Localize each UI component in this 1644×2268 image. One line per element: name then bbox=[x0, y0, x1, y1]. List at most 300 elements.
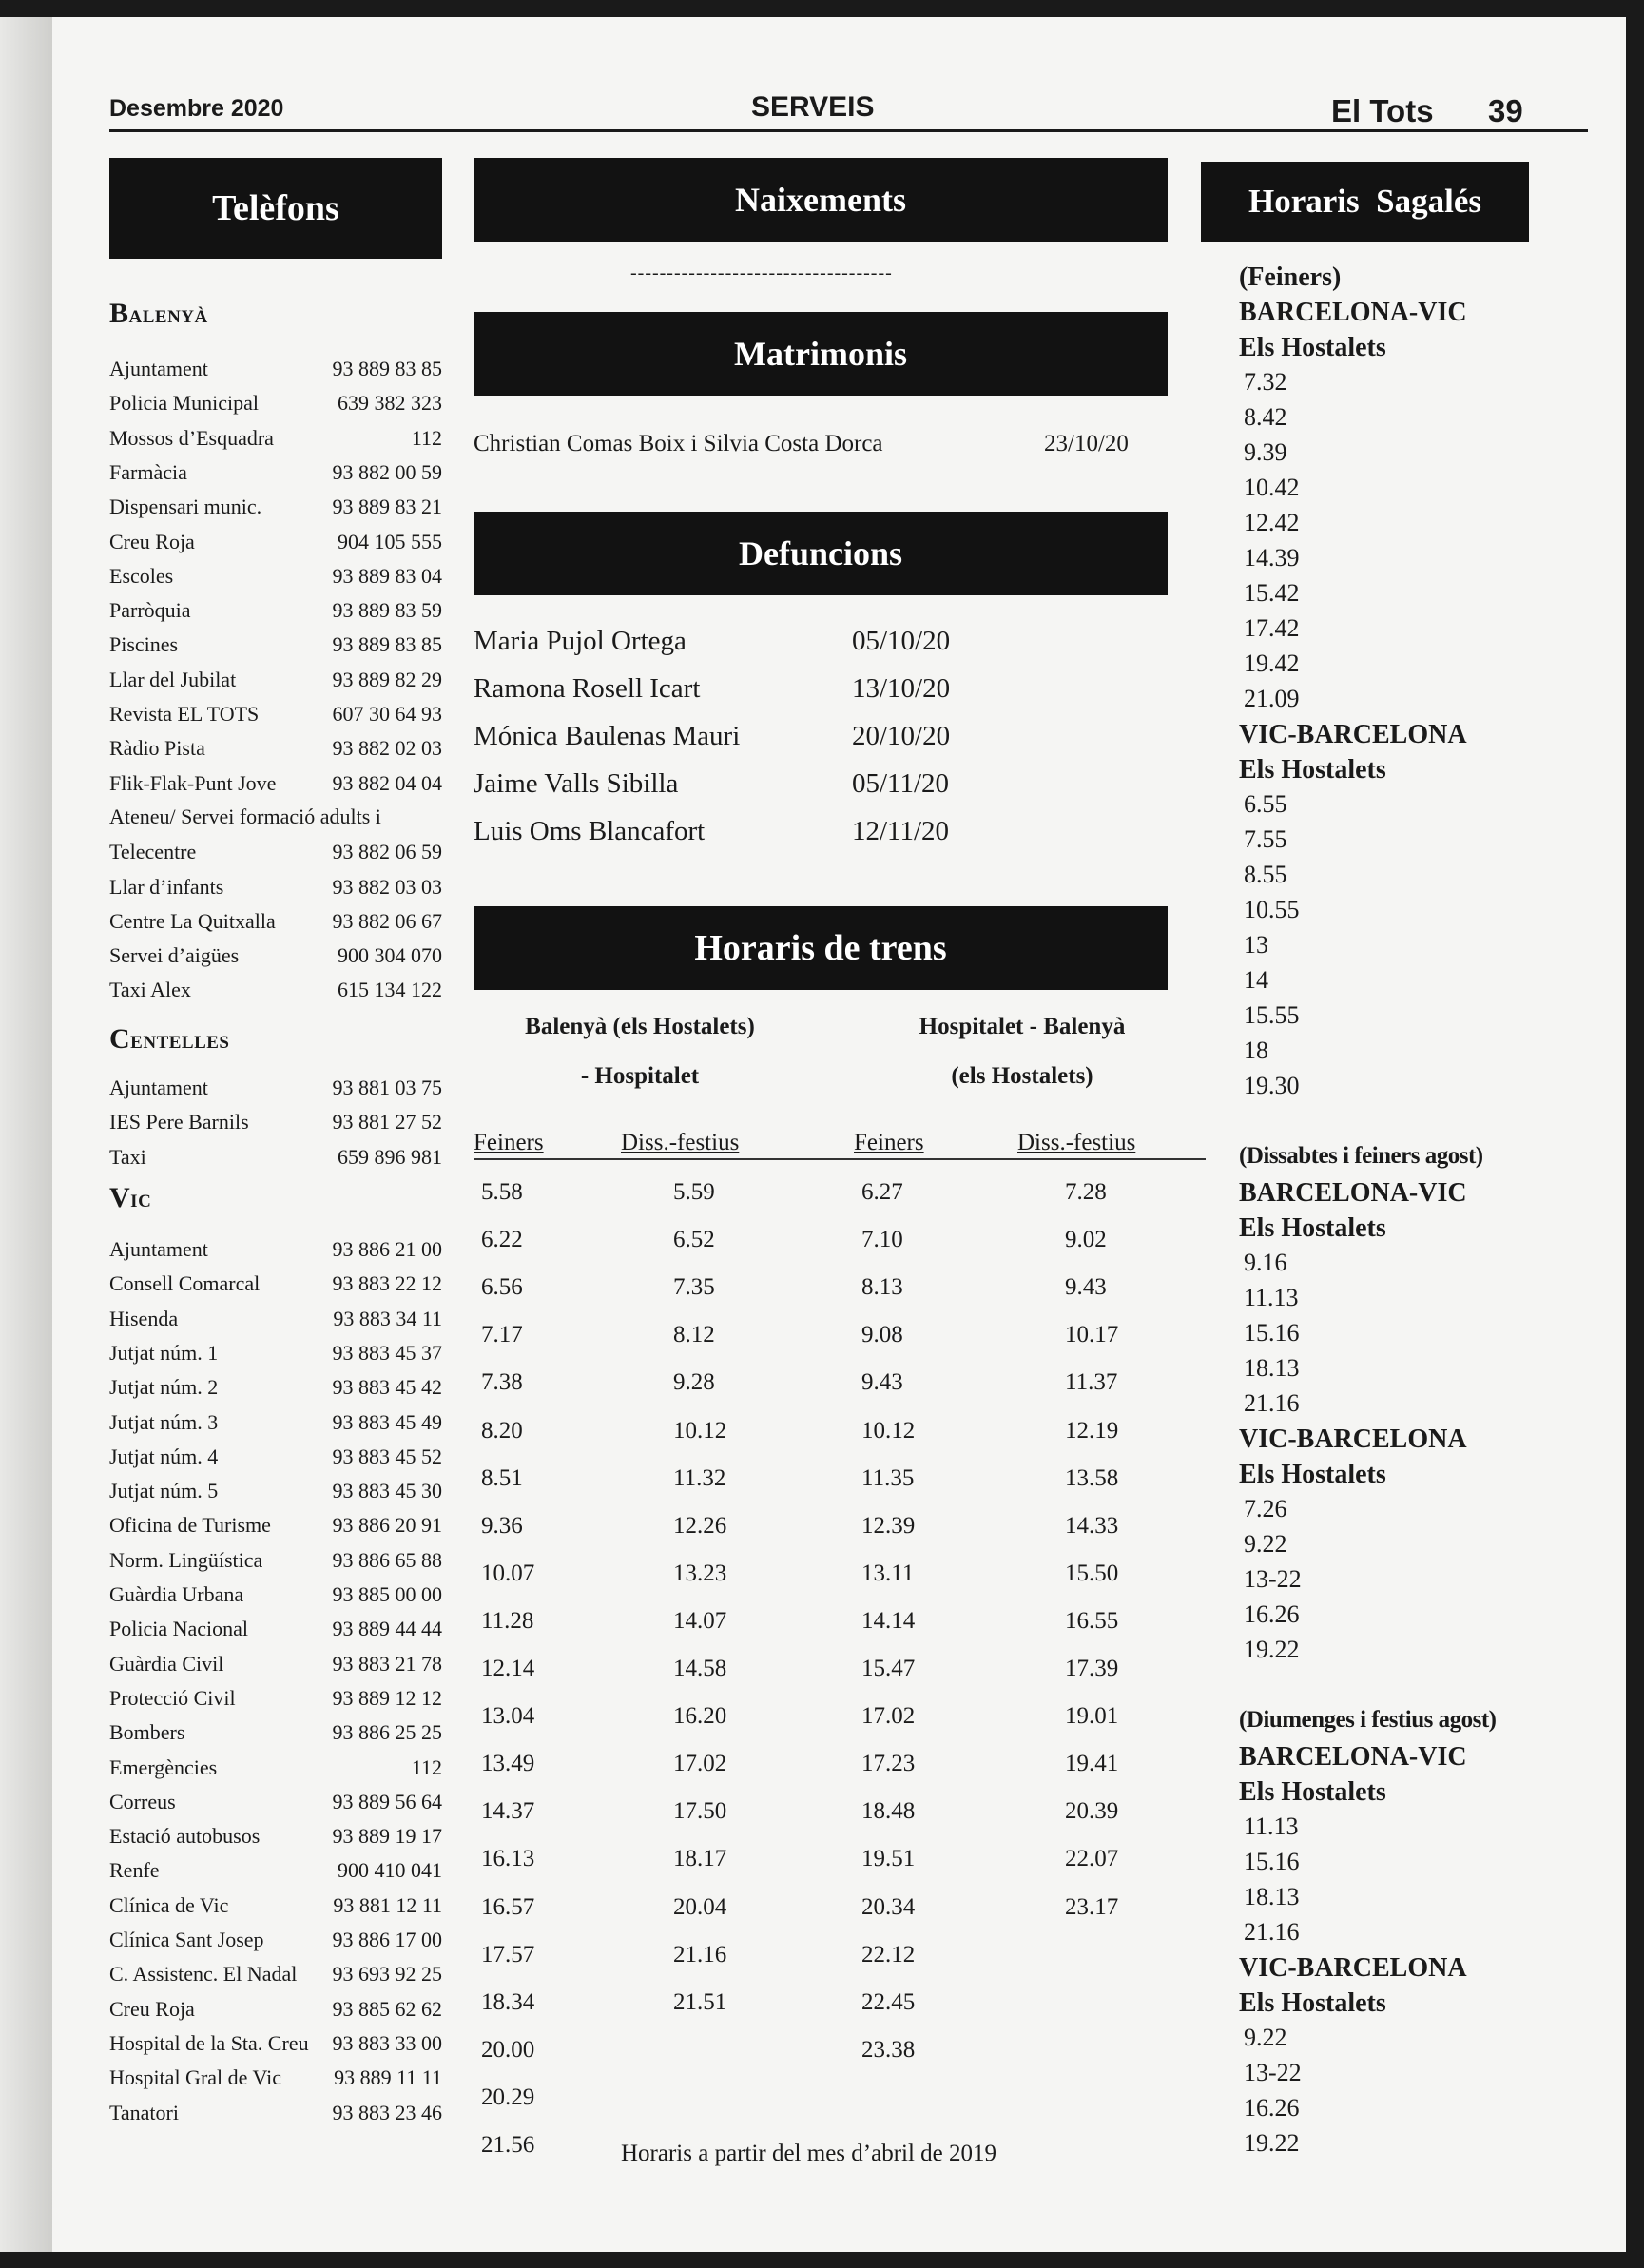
phone-entry-label: Revista EL TOTS bbox=[109, 702, 260, 726]
departure-time: 15.55 bbox=[1244, 1001, 1300, 1029]
departure-time: 17.23 bbox=[861, 1751, 916, 1777]
phone-entry-number: 93 889 83 59 bbox=[332, 598, 442, 623]
phone-entry-label: Bombers bbox=[109, 1720, 185, 1745]
header-rule bbox=[109, 129, 1588, 132]
departure-time: 22.07 bbox=[1065, 1846, 1119, 1872]
phone-entry bbox=[109, 2061, 442, 2095]
phone-entry-label: Jutjat núm. 2 bbox=[109, 1375, 219, 1400]
telefons-heading bbox=[109, 158, 442, 259]
phone-entry-label: Renfe bbox=[109, 1858, 160, 1883]
departure-time: 7.55 bbox=[1244, 825, 1287, 853]
phone-entry-label: Ateneu/ Servei formació adults i bbox=[109, 804, 381, 828]
departure-time: 17.57 bbox=[481, 1941, 535, 1968]
departure-time: 16.55 bbox=[1065, 1607, 1119, 1634]
departure-time: 7.35 bbox=[673, 1274, 715, 1301]
departure-time: 17.02 bbox=[861, 1703, 916, 1730]
phone-entry bbox=[109, 421, 442, 456]
departure-time: 19.30 bbox=[1244, 1072, 1300, 1099]
phone-entry-number: 900 410 041 bbox=[338, 1858, 442, 1883]
phone-entry-number: 93 883 21 78 bbox=[332, 1651, 442, 1676]
departure-time: 7.32 bbox=[1244, 368, 1287, 396]
departure-time: 7.28 bbox=[1065, 1179, 1107, 1205]
phone-entry-number: 93 883 33 00 bbox=[332, 2030, 442, 2055]
phone-entry-number: 112 bbox=[411, 1754, 442, 1779]
phone-entry-number: 93 882 06 59 bbox=[332, 840, 442, 864]
phone-entry-label: Correus bbox=[109, 1789, 176, 1813]
phone-entry-label: Clínica Sant Josep bbox=[109, 1928, 264, 1951]
phone-entry-number: 93 889 82 29 bbox=[332, 667, 442, 691]
trens-footnote: Horaris a partir del mes d’abril de 2019 bbox=[621, 2141, 997, 2166]
phone-entry-label: Ajuntament bbox=[109, 357, 208, 380]
departure-time: 16.20 bbox=[673, 1703, 727, 1730]
phone-entry-label: Piscines bbox=[109, 632, 179, 657]
phone-entry-label: Hospital de la Sta. Creu bbox=[109, 2030, 309, 2055]
naixements-separator: ------------------------------------ bbox=[630, 262, 893, 283]
departure-time: 8.51 bbox=[481, 1464, 523, 1491]
phone-entry-label: Estació autobusos bbox=[109, 1824, 261, 1849]
phone-entry bbox=[109, 1232, 442, 1267]
departure-time: 10.55 bbox=[1244, 896, 1300, 923]
departure-time: 17.39 bbox=[1065, 1656, 1119, 1681]
departure-time: 6.55 bbox=[1244, 790, 1287, 818]
phone-entry bbox=[109, 1647, 442, 1681]
phone-entry-number: 93 885 00 00 bbox=[332, 1582, 442, 1606]
phone-entry bbox=[109, 490, 442, 524]
phone-entry bbox=[109, 1543, 442, 1578]
departure-time: 12.14 bbox=[481, 1656, 535, 1681]
phone-entry-label: Jutjat núm. 5 bbox=[109, 1479, 219, 1503]
departure-time: 20.34 bbox=[861, 1893, 916, 1920]
departure-time: 10.12 bbox=[861, 1417, 916, 1444]
departure-time: 15.47 bbox=[861, 1656, 916, 1681]
phone-entry-label: Policia Nacional bbox=[109, 1617, 249, 1641]
phone-entry bbox=[109, 628, 442, 662]
phone-entry-number: 93 883 45 49 bbox=[332, 1409, 442, 1434]
phone-entry-number: 93 886 65 88 bbox=[332, 1547, 442, 1572]
matrimonis-heading bbox=[474, 312, 1168, 396]
departure-time: 9.22 bbox=[1244, 2024, 1287, 2051]
defuncio-name: Maria Pujol Ortega bbox=[474, 626, 687, 656]
schedule-heading: (Dissabtes i feiners agost) bbox=[1239, 1143, 1483, 1169]
departure-time: 8.20 bbox=[481, 1417, 523, 1444]
departure-time: 21.56 bbox=[481, 2132, 535, 2158]
phone-entry-label: Jutjat núm. 4 bbox=[109, 1444, 219, 1468]
schedule-heading: Els Hostalets bbox=[1239, 1988, 1386, 2018]
phone-entry bbox=[109, 1751, 442, 1785]
defuncio-date: 05/10/20 bbox=[852, 626, 951, 656]
departure-time: 12.39 bbox=[861, 1512, 916, 1539]
departure-time: 17.02 bbox=[673, 1751, 727, 1777]
departure-time: 21.16 bbox=[673, 1941, 727, 1968]
timetable-header-rule bbox=[474, 1158, 1206, 1160]
departure-time: 14.37 bbox=[481, 1798, 535, 1825]
publication-name: El Tots bbox=[1331, 93, 1434, 128]
departure-time: 10.42 bbox=[1244, 474, 1300, 501]
departure-time: 13-22 bbox=[1244, 1565, 1302, 1593]
departure-time: 8.42 bbox=[1244, 403, 1287, 431]
phone-entry-label: Ajuntament bbox=[109, 1237, 208, 1261]
phone-entry-label: Policia Municipal bbox=[109, 391, 260, 416]
phone-entry-number: 93 883 34 11 bbox=[333, 1306, 442, 1330]
departure-time: 11.37 bbox=[1065, 1369, 1118, 1396]
phone-entry-number: 93 886 20 91 bbox=[332, 1513, 442, 1538]
section-title: SERVEIS bbox=[751, 91, 875, 123]
phone-entry-label: Creu Roja bbox=[109, 529, 195, 553]
phone-entry-label: Oficina de Turisme bbox=[109, 1513, 271, 1538]
town-heading: Centelles bbox=[109, 1023, 230, 1055]
departure-time: 15.16 bbox=[1244, 1848, 1300, 1875]
departure-time: 10.17 bbox=[1065, 1322, 1119, 1348]
matrimoni-date: 23/10/20 bbox=[1044, 431, 1129, 456]
naixements-heading bbox=[474, 158, 1168, 242]
departure-time: 7.17 bbox=[481, 1322, 523, 1348]
defuncio-date: 13/10/20 bbox=[852, 673, 951, 704]
phone-entry-label: Ajuntament bbox=[109, 1076, 208, 1099]
matrimoni-entry bbox=[474, 431, 1168, 469]
phone-entry-label: Parròquia bbox=[109, 598, 191, 623]
phone-entry bbox=[109, 766, 442, 801]
departure-time: 10.12 bbox=[673, 1417, 727, 1444]
departure-time: 6.27 bbox=[861, 1179, 903, 1205]
defuncions-heading bbox=[474, 512, 1168, 595]
departure-time: 5.59 bbox=[673, 1179, 715, 1205]
phone-entry-number: 639 382 323 bbox=[338, 391, 442, 416]
phone-entry-label: Escoles bbox=[109, 563, 174, 588]
phone-entry-number: 93 881 03 75 bbox=[332, 1076, 442, 1099]
departure-time: 8.13 bbox=[861, 1274, 903, 1301]
departure-time: 11.13 bbox=[1244, 1812, 1299, 1840]
phone-entry bbox=[109, 1140, 442, 1174]
departure-time: 17.42 bbox=[1244, 614, 1300, 642]
phone-entry-label: Guàrdia Urbana bbox=[109, 1582, 244, 1606]
phone-entry-label: Servei d’aigües bbox=[109, 943, 240, 968]
issue-date: Desembre 2020 bbox=[109, 95, 284, 122]
phone-entry bbox=[109, 939, 442, 973]
departure-time: 12.19 bbox=[1065, 1417, 1119, 1444]
phone-entry bbox=[109, 2096, 442, 2130]
phone-entry-label: Flik-Flak-Punt Jove bbox=[109, 770, 277, 795]
departure-time: 7.10 bbox=[861, 1227, 903, 1253]
departure-time: 16.26 bbox=[1244, 1600, 1300, 1628]
phone-entry bbox=[109, 1819, 442, 1853]
schedule-heading: BARCELONA-VIC bbox=[1239, 298, 1467, 327]
departure-time: 9.28 bbox=[673, 1369, 715, 1396]
phone-entry-number: 93 886 21 00 bbox=[332, 1237, 442, 1261]
phone-entry-number: 93 889 83 85 bbox=[332, 632, 442, 657]
phone-entry bbox=[109, 1612, 442, 1646]
phone-entry-label: Jutjat núm. 3 bbox=[109, 1409, 219, 1434]
phone-entry bbox=[109, 525, 442, 559]
phone-entry-number: 93 889 83 21 bbox=[332, 494, 442, 519]
matrimonis-title: Matrimonis bbox=[734, 335, 907, 373]
departure-time: 7.38 bbox=[481, 1369, 523, 1396]
phone-entry bbox=[109, 973, 442, 1007]
phone-entry-label: Llar del Jubilat bbox=[109, 667, 237, 691]
phone-entry-label: Dispensari munic. bbox=[109, 494, 262, 519]
phone-entry-label: Mossos d’Esquadra bbox=[109, 425, 274, 450]
defuncio-date: 20/10/20 bbox=[852, 721, 951, 751]
phone-entry-number: 93 889 83 04 bbox=[332, 563, 442, 588]
phone-entry-label: Clínica de Vic bbox=[109, 1892, 229, 1917]
phone-entry-number: 93 883 45 37 bbox=[332, 1340, 442, 1365]
departure-time: 14.33 bbox=[1065, 1512, 1119, 1539]
phone-entry-number: 615 134 122 bbox=[338, 978, 442, 1002]
phone-entry-label: Farmàcia bbox=[109, 459, 187, 484]
defuncio-name: Ramona Rosell Icart bbox=[474, 673, 701, 704]
departure-time: 8.55 bbox=[1244, 861, 1287, 888]
phone-entry bbox=[109, 352, 442, 386]
phone-entry bbox=[109, 1785, 442, 1819]
page-number: 39 bbox=[1488, 93, 1523, 128]
schedule-heading: VIC-BARCELONA bbox=[1239, 1953, 1467, 1983]
phone-entry-number: 93 882 04 04 bbox=[332, 770, 442, 795]
schedule-heading: (Diumenges i festius agost) bbox=[1239, 1707, 1497, 1733]
phone-entry-number: 93 881 12 11 bbox=[333, 1892, 442, 1917]
phone-entry bbox=[109, 1267, 442, 1301]
phone-entry bbox=[109, 1508, 442, 1542]
phone-entry-number: 93 886 17 00 bbox=[332, 1928, 442, 1951]
phone-entry-number: 93 889 56 64 bbox=[332, 1789, 442, 1813]
departure-time: 10.07 bbox=[481, 1560, 535, 1586]
route1-line1: Balenyà (els Hostalets) bbox=[525, 1014, 755, 1039]
phone-entry-label: C. Assistenc. El Nadal bbox=[109, 1962, 298, 1987]
departure-time: 19.51 bbox=[861, 1846, 916, 1872]
page-gutter bbox=[0, 17, 52, 2252]
timetable-column-header: Diss.-festius bbox=[621, 1130, 740, 1155]
departure-time: 12.42 bbox=[1244, 509, 1300, 536]
departure-time: 14.07 bbox=[673, 1607, 727, 1634]
schedule-heading: (Feiners) bbox=[1239, 262, 1342, 292]
departure-time: 12.26 bbox=[673, 1512, 727, 1539]
route2-line2: (els Hostalets) bbox=[951, 1063, 1093, 1089]
phone-entry bbox=[109, 1681, 442, 1716]
phone-entry-label: Taxi Alex bbox=[109, 978, 191, 1002]
phone-entry-label: Consell Comarcal bbox=[109, 1271, 261, 1296]
timetable-column-header: Feiners bbox=[854, 1130, 924, 1155]
departure-time: 13.58 bbox=[1065, 1464, 1119, 1491]
phone-entry-label: Hospital Gral de Vic bbox=[109, 2065, 281, 2090]
defuncio-name: Luis Oms Blancafort bbox=[474, 816, 706, 846]
trens-heading bbox=[474, 906, 1168, 990]
phone-entry bbox=[109, 1336, 442, 1370]
phone-entry-label: Jutjat núm. 1 bbox=[109, 1340, 219, 1365]
phone-entry-number: 93 883 22 12 bbox=[332, 1271, 442, 1296]
phone-entry-label: Creu Roja bbox=[109, 1996, 195, 2021]
schedule-heading: Els Hostalets bbox=[1239, 1213, 1386, 1243]
departure-time: 9.02 bbox=[1065, 1227, 1107, 1253]
departure-time: 9.16 bbox=[1244, 1249, 1287, 1276]
phone-entry bbox=[109, 593, 442, 628]
phone-entry-number: 607 30 64 93 bbox=[332, 702, 442, 726]
phone-entry-label: Telecentre bbox=[109, 840, 197, 864]
schedule-heading: BARCELONA-VIC bbox=[1239, 1742, 1467, 1772]
phone-entry-label: Protecció Civil bbox=[109, 1685, 236, 1710]
telefons-title: Telèfons bbox=[212, 188, 339, 228]
schedule-heading: Els Hostalets bbox=[1239, 1777, 1386, 1807]
schedule-heading: Els Hostalets bbox=[1239, 755, 1386, 785]
departure-time: 18 bbox=[1244, 1037, 1268, 1064]
departure-time: 11.13 bbox=[1244, 1284, 1299, 1311]
phone-entry bbox=[109, 1578, 442, 1612]
departure-time: 13.04 bbox=[481, 1703, 535, 1730]
departure-time: 11.35 bbox=[861, 1464, 915, 1491]
phone-entry-number: 93 883 45 52 bbox=[332, 1444, 442, 1468]
departure-time: 15.16 bbox=[1244, 1319, 1300, 1347]
departure-time: 14 bbox=[1244, 966, 1268, 994]
departure-time: 6.22 bbox=[481, 1227, 523, 1253]
departure-time: 16.57 bbox=[481, 1893, 535, 1920]
phone-entry-label: Centre La Quitxalla bbox=[109, 908, 276, 933]
phone-entry-number: 93 881 27 52 bbox=[332, 1110, 442, 1134]
phone-entry bbox=[109, 1302, 442, 1336]
town-heading: Vic bbox=[109, 1182, 152, 1213]
phone-entry-number: 93 889 11 11 bbox=[334, 2065, 442, 2090]
phone-entry-number: 93 882 00 59 bbox=[332, 459, 442, 484]
phone-entry bbox=[109, 1405, 442, 1440]
phone-entry-number: 659 896 981 bbox=[338, 1144, 442, 1169]
phone-entry-number: 93 882 06 67 bbox=[332, 908, 442, 933]
schedule-heading: Els Hostalets bbox=[1239, 1460, 1386, 1489]
defuncio-name: Jaime Valls Sibilla bbox=[474, 768, 679, 799]
phone-entry bbox=[109, 1992, 442, 2026]
departure-time: 14.39 bbox=[1244, 544, 1300, 572]
departure-time: 8.12 bbox=[673, 1322, 715, 1348]
departure-time: 19.22 bbox=[1244, 2129, 1300, 2157]
timetable-column-header: Diss.-festius bbox=[1017, 1130, 1136, 1155]
phone-entry bbox=[109, 1716, 442, 1750]
departure-time: 16.26 bbox=[1244, 2094, 1300, 2122]
phone-entry-number: 93 883 23 46 bbox=[332, 2100, 442, 2124]
departure-time: 9.39 bbox=[1244, 438, 1287, 466]
departure-time: 19.22 bbox=[1244, 1636, 1300, 1663]
departure-time: 21.16 bbox=[1244, 1918, 1300, 1946]
phone-entry-label: Ràdio Pista bbox=[109, 736, 205, 761]
phone-entry bbox=[109, 1889, 442, 1923]
phone-entry-number: 904 105 555 bbox=[338, 529, 442, 553]
departure-time: 13.11 bbox=[861, 1560, 915, 1586]
phone-entry bbox=[109, 2026, 442, 2061]
defuncions-title: Defuncions bbox=[738, 534, 903, 572]
phone-entry-number: 93 882 03 03 bbox=[332, 874, 442, 899]
departure-time: 22.45 bbox=[861, 1988, 916, 2015]
matrimoni-names: Christian Comas Boix i Silvia Costa Dorca bbox=[474, 431, 883, 456]
departure-time: 22.12 bbox=[861, 1941, 916, 1968]
schedule-heading: BARCELONA-VIC bbox=[1239, 1178, 1467, 1208]
phone-entry bbox=[109, 1853, 442, 1888]
phone-entry bbox=[109, 559, 442, 593]
departure-time: 18.17 bbox=[673, 1846, 727, 1872]
departure-time: 19.01 bbox=[1065, 1703, 1119, 1730]
departure-time: 5.58 bbox=[481, 1179, 523, 1205]
phone-entry-number: 93 889 44 44 bbox=[332, 1617, 442, 1641]
phone-entry-number: 93 889 19 17 bbox=[332, 1824, 442, 1849]
phone-entry bbox=[109, 835, 442, 869]
phone-entry-label: Hisenda bbox=[109, 1306, 179, 1330]
departure-time: 13.23 bbox=[673, 1560, 727, 1586]
sagales-title: Horaris Sagalés bbox=[1248, 183, 1481, 220]
departure-time: 13 bbox=[1244, 931, 1268, 959]
departure-time: 20.29 bbox=[481, 2084, 535, 2110]
departure-time: 14.58 bbox=[673, 1656, 727, 1681]
departure-time: 9.08 bbox=[861, 1322, 903, 1348]
departure-time: 21.51 bbox=[673, 1988, 727, 2015]
route1-line2: - Hospitalet bbox=[580, 1063, 700, 1089]
departure-time: 19.41 bbox=[1065, 1751, 1119, 1777]
departure-time: 11.32 bbox=[673, 1464, 726, 1491]
phone-entry-number: 93 883 45 30 bbox=[332, 1479, 442, 1503]
phone-entry bbox=[109, 1440, 442, 1474]
phone-entry-number: 93 886 25 25 bbox=[332, 1720, 442, 1745]
phone-entry bbox=[109, 663, 442, 697]
phone-entry-number: 93 883 45 42 bbox=[332, 1375, 442, 1400]
phone-entry-label: Llar d’infants bbox=[109, 874, 224, 899]
phone-entry bbox=[109, 1923, 442, 1957]
phone-entry-label: Tanatori bbox=[109, 2100, 179, 2124]
timetable-column-header: Feiners bbox=[474, 1130, 544, 1155]
departure-time: 20.00 bbox=[481, 2036, 535, 2063]
phone-entry-number: 93 885 62 62 bbox=[332, 1996, 442, 2021]
phone-entry-label: Emergències bbox=[109, 1754, 218, 1779]
departure-time: 18.34 bbox=[481, 1988, 535, 2015]
departure-time: 19.42 bbox=[1244, 649, 1300, 677]
phone-entry-number: 93 889 83 85 bbox=[332, 357, 442, 380]
route2-line1: Hospitalet - Balenyà bbox=[919, 1014, 1126, 1039]
departure-time: 17.50 bbox=[673, 1798, 727, 1825]
departure-time: 9.43 bbox=[1065, 1274, 1107, 1301]
phone-entry bbox=[109, 1370, 442, 1405]
departure-time: 21.09 bbox=[1244, 685, 1300, 712]
phone-entry-number: 93 693 92 25 bbox=[332, 1962, 442, 1987]
departure-time: 7.26 bbox=[1244, 1495, 1287, 1522]
schedule-heading: Els Hostalets bbox=[1239, 333, 1386, 362]
departure-time: 15.42 bbox=[1244, 579, 1300, 607]
defuncio-date: 12/11/20 bbox=[852, 816, 950, 846]
departure-time: 20.04 bbox=[673, 1893, 727, 1920]
phone-entry-label: IES Pere Barnils bbox=[109, 1110, 249, 1134]
magazine-page bbox=[52, 17, 1626, 2252]
phone-entry bbox=[109, 697, 442, 731]
phone-entry bbox=[109, 1474, 442, 1508]
departure-time: 9.43 bbox=[861, 1369, 903, 1396]
phone-entry-label: Norm. Lingüística bbox=[109, 1547, 263, 1572]
departure-time: 18.13 bbox=[1244, 1354, 1300, 1382]
departure-time: 13-22 bbox=[1244, 2059, 1302, 2086]
phone-entry-number: 93 882 02 03 bbox=[332, 736, 442, 761]
departure-time: 18.48 bbox=[861, 1798, 916, 1825]
phone-entry bbox=[109, 1071, 442, 1105]
departure-time: 14.14 bbox=[861, 1607, 916, 1634]
defuncio-date: 05/11/20 bbox=[852, 768, 950, 799]
sagales-heading bbox=[1201, 162, 1529, 242]
phone-entry-number: 900 304 070 bbox=[338, 943, 442, 968]
trens-title: Horaris de trens bbox=[694, 928, 947, 968]
schedule-heading: VIC-BARCELONA bbox=[1239, 720, 1467, 749]
departure-time: 13.49 bbox=[481, 1751, 535, 1777]
phone-entry-label: Guàrdia Civil bbox=[109, 1651, 224, 1676]
departure-time: 15.50 bbox=[1065, 1560, 1119, 1586]
phone-entry-number: 93 889 12 12 bbox=[332, 1685, 442, 1710]
phone-entry bbox=[109, 1105, 442, 1139]
phone-entry bbox=[109, 386, 442, 420]
phone-entry bbox=[109, 1957, 442, 1991]
departure-time: 21.16 bbox=[1244, 1389, 1300, 1417]
departure-time: 20.39 bbox=[1065, 1798, 1119, 1825]
departure-time: 16.13 bbox=[481, 1846, 535, 1872]
naixements-title: Naixements bbox=[735, 181, 906, 219]
phone-entry bbox=[109, 731, 442, 766]
defuncio-name: Mónica Baulenas Mauri bbox=[474, 721, 741, 751]
departure-time: 9.36 bbox=[481, 1512, 523, 1539]
